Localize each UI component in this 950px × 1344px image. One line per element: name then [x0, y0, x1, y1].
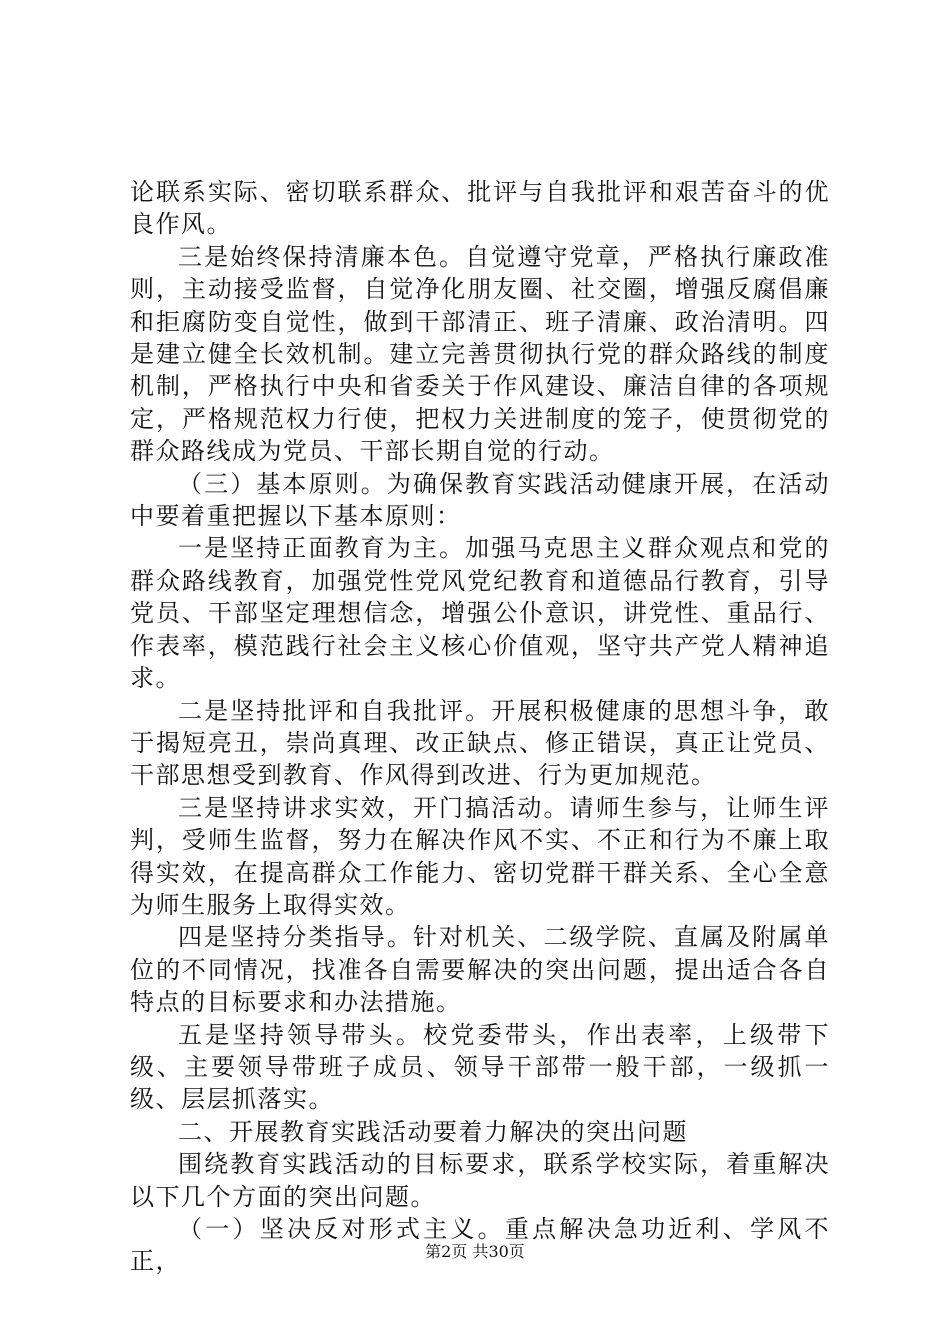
paragraph: 三是始终保持清廉本色。自觉遵守党章，严格执行廉政准则，主动接受监督，自觉净化朋友圈、社交圈，增强反腐倡廉和拒腐防变自觉性，做到干部清正、班子清廉、政治清明。四是建立健全长效机制。建立完善贯彻执行党的群众路线的制度机制，严格执行中央和省委关于作风建设、廉洁自律的各项规定，严格规范权力行使，把权力关进制度的笼子，使贯彻党的群众路线成为党员、干部长期自觉的行动。 [130, 242, 830, 466]
paragraph: 五是坚持领导带头。校党委带头，作出表率，上级带下级、主要领导带班子成员、领导干部带一般干部，一级抓一级、层层抓落实。 [130, 1020, 830, 1114]
section-heading: 二、开展教育实践活动要着力解决的突出问题 [178, 1117, 688, 1146]
paragraph: 二是坚持批评和自我批评。开展积极健康的思想斗争，敢于揭短亮丑，崇尚真理、改正缺点、修正错误，真正让党员、干部思想受到教育、作风得到改进、行为更加规范。 [130, 696, 830, 790]
paragraph: （三）基本原则。为确保教育实践活动健康开展，在活动中要着重把握以下基本原则： [130, 469, 830, 531]
paragraph: 围绕教育实践活动的目标要求，联系学校实际，着重解决以下几个方面的突出问题。 [130, 1150, 830, 1211]
paragraph: 四是坚持分类指导。针对机关、二级学院、直属及附属单位的不同情况，找准各自需要解决的突出问题，提出适合各自特点的目标要求和办法措施。 [130, 923, 830, 1017]
paragraph: 一是坚持正面教育为主。加强马克思主义群众观点和党的群众路线教育，加强党性党风党纪教育和道德品行教育，引导党员、干部坚定理想信念，增强公仆意识，讲党性、重品行、作表率，模范践行社会主义核心价值观，坚守共产党人精神追求。 [130, 534, 830, 693]
page-number-footer: 第2页 共30页 [425, 1242, 525, 1261]
paragraph: 论联系实际、密切联系群众、批评与自我批评和艰苦奋斗的优良作风。 [130, 178, 830, 239]
paragraph: 三是坚持讲求实效，开门搞活动。请师生参与，让师生评判，受师生监督，努力在解决作风不实、不正和行为不廉上取得实效，在提高群众工作能力、密切党群干群关系、全心全意为师生服务上取得实效。 [130, 793, 830, 919]
document-body [130, 176, 830, 1278]
paragraph: （一）坚决反对形式主义。重点解决急功近利、学风不正， [130, 1215, 830, 1276]
